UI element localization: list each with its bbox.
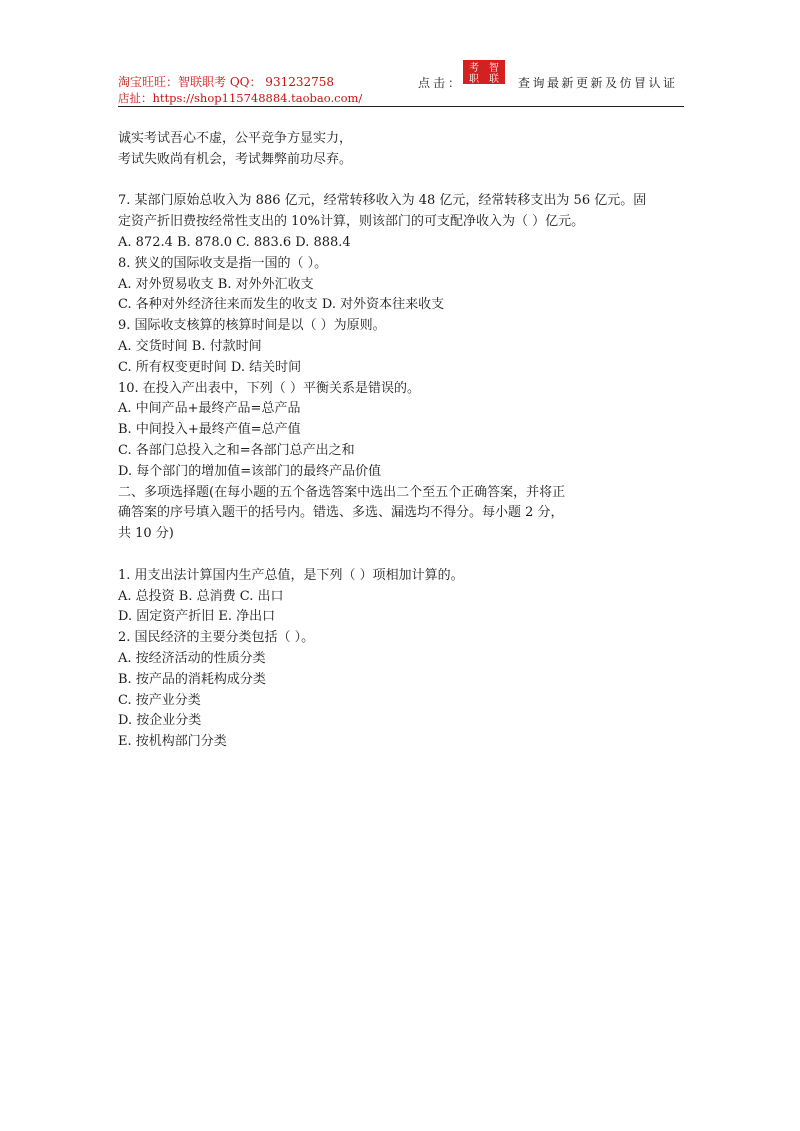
logo-char-3: 职: [469, 74, 479, 84]
text-line: 7. 某部门原始总收入为 886 亿元，经常转移收入为 48 亿元，经常转移支出为 56 亿元。固: [118, 193, 647, 209]
text-line: 共 10 分): [118, 526, 174, 542]
blank-line: [118, 171, 684, 192]
text-line: A. 按经济活动的性质分类: [118, 650, 266, 666]
text-line: 10. 在投入产出表中，下列（ ）平衡关系是错误的。: [118, 380, 420, 396]
text-line: B. 中间投入+最终产值=总产值: [118, 422, 301, 438]
text-line: 二、多项选择题(在每小题的五个备选答案中选出二个至五个正确答案，并将正: [118, 484, 566, 500]
text-line: D. 按企业分类: [118, 713, 202, 729]
text-line: 9. 国际收支核算的核算时间是以（ ）为原则。: [118, 318, 386, 334]
text-line: A. 总投资 B. 总消费 C. 出口: [118, 588, 284, 604]
taobao-contact: 淘宝旺旺：智联职考 QQ： 931232758: [118, 75, 335, 89]
text-line: A. 对外贸易收支 B. 对外外汇收支: [118, 276, 314, 292]
click-label: 点击：: [418, 76, 464, 90]
text-line: 考试失败尚有机会，考试舞弊前功尽弃。: [118, 151, 353, 167]
header-divider: [118, 106, 684, 107]
logo-char-2: 智: [489, 63, 499, 74]
text-line: C. 各种对外经济往来而发生的收支 D. 对外资本往来收支: [118, 297, 445, 313]
text-line: 2. 国民经济的主要分类包括（ ）。: [118, 630, 315, 646]
shop-link[interactable]: 店扯：https://shop115748884.taobao.com/: [118, 91, 363, 105]
text-line: A. 872.4 B. 878.0 C. 883.6 D. 888.4: [118, 234, 351, 250]
shop-info: [118, 74, 362, 106]
query-verify-link[interactable]: 查询最新更新及仿冒认证: [518, 76, 678, 90]
zhilian-logo[interactable]: [463, 60, 505, 84]
text-line: 8. 狭义的国际收支是指一国的（ ）。: [118, 255, 328, 271]
text-line: C. 各部门总投入之和=各部门总产出之和: [118, 442, 355, 458]
logo-char-4: 联: [489, 74, 499, 84]
verify-area: [418, 74, 678, 91]
text-line: 1. 用支出法计算国内生产总值，是下列（ ）项相加计算的。: [118, 567, 464, 583]
text-line: 确答案的序号填入题干的括号内。错选、多选、漏选均不得分。每小题 2 分，: [118, 505, 564, 521]
document-body: [118, 129, 684, 753]
text-line: A. 中间产品+最终产品=总产品: [118, 401, 301, 417]
text-line: A. 交货时间 B. 付款时间: [118, 338, 262, 354]
text-line: B. 按产品的消耗构成分类: [118, 671, 266, 687]
text-line: 定资产折旧费按经常性支出的 10%计算，则该部门的可支配净收入为（ ）亿元。: [118, 214, 585, 230]
logo-char-1: 考: [469, 63, 479, 74]
text-line: 诚实考试吾心不虚，公平竞争方显实力，: [118, 131, 353, 146]
text-line: D. 每个部门的增加值=该部门的最终产品价值: [118, 463, 382, 479]
text-line: C. 所有权变更时间 D. 结关时间: [118, 359, 302, 375]
page-header: [118, 60, 684, 106]
blank-line: [118, 545, 684, 566]
text-line: E. 按机构部门分类: [118, 734, 227, 750]
text-line: C. 按产业分类: [118, 692, 201, 708]
text-line: D. 固定资产折旧 E. 净出口: [118, 609, 276, 625]
